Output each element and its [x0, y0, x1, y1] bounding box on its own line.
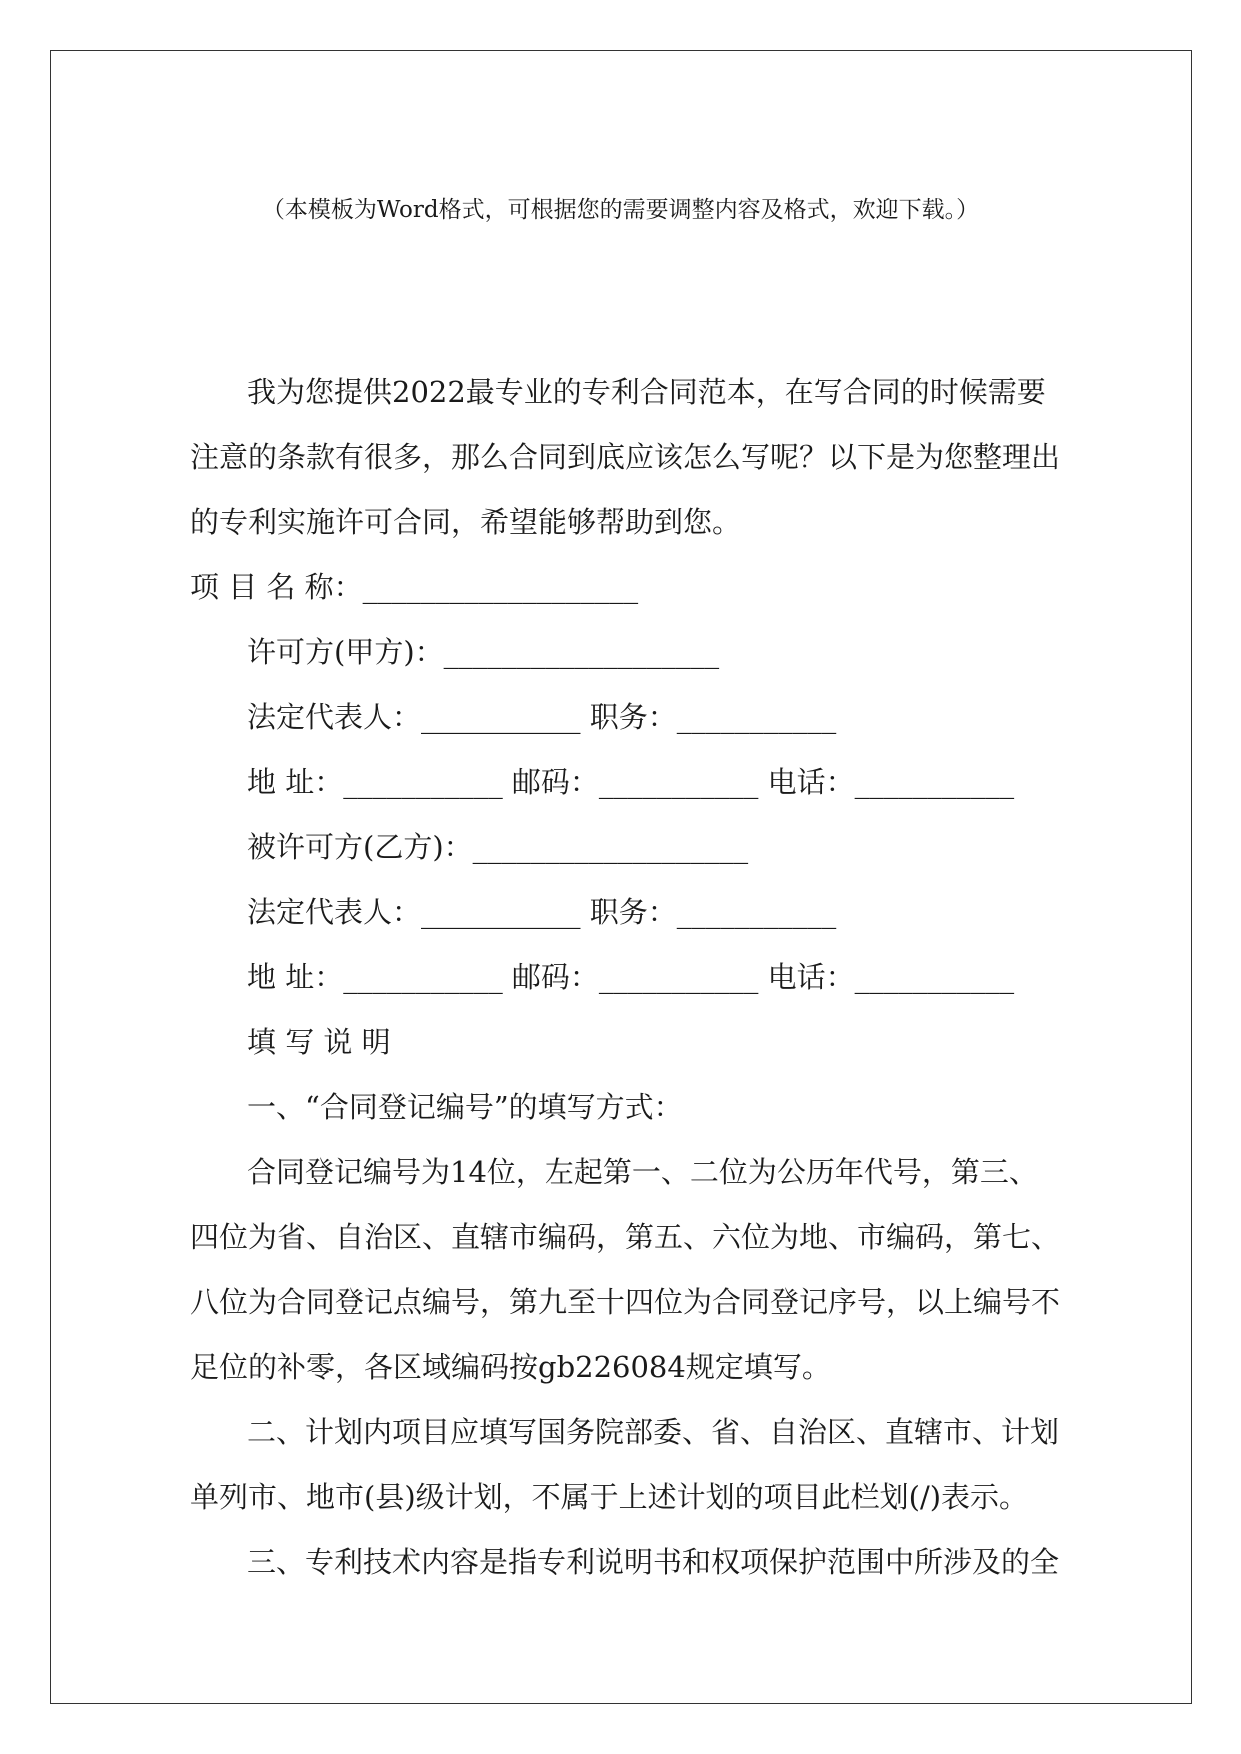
item2-line: 二、计划内项目应填写国务院部委、省、自治区、直辖市、计划 [247, 1415, 1060, 1449]
project-name-field: 项 目 名 称：___________________ [190, 570, 639, 604]
licensee-representative: 法定代表人：___________ 职务：___________ [247, 895, 837, 929]
item1-line: 八位为合同登记点编号，第九至十四位为合同登记序号，以上编号不 [190, 1285, 1061, 1319]
template-note: （本模板为Word格式，可根据您的需要调整内容及格式，欢迎下载。） [261, 197, 980, 223]
licensor-address: 地 址：___________ 邮码：___________ 电话：___________ [247, 765, 1015, 799]
intro-line: 注意的条款有很多，那么合同到底应该怎么写呢？以下是为您整理出 [190, 440, 1061, 474]
licensor-title: 许可方(甲方)：___________________ [247, 635, 720, 669]
item1-heading: 一、“合同登记编号”的填写方式： [247, 1090, 683, 1124]
licensee-address: 地 址：___________ 邮码：___________ 电话：___________ [247, 960, 1015, 994]
licensor-representative: 法定代表人：___________ 职务：___________ [247, 700, 837, 734]
item1-line: 合同登记编号为14位，左起第一、二位为公历年代号，第三、 [247, 1155, 1038, 1189]
licensee-title: 被许可方(乙方)：___________________ [247, 830, 749, 864]
intro-line: 我为您提供2022最专业的专利合同范本，在写合同的时候需要 [247, 375, 1046, 409]
item3-line: 三、专利技术内容是指专利说明书和权项保护范围中所涉及的全 [247, 1545, 1060, 1579]
item1-line: 四位为省、自治区、直辖市编码，第五、六位为地、市编码，第七、 [190, 1220, 1061, 1254]
item1-line: 足位的补零，各区域编码按gb226084规定填写。 [190, 1350, 831, 1384]
document-body [190, 360, 1060, 1595]
intro-line: 的专利实施许可合同，希望能够帮助到您。 [190, 505, 742, 539]
item2-line: 单列市、地市(县)级计划，不属于上述计划的项目此栏划(/)表示。 [190, 1480, 1029, 1514]
instructions-heading: 填 写 说 明 [247, 1025, 391, 1059]
